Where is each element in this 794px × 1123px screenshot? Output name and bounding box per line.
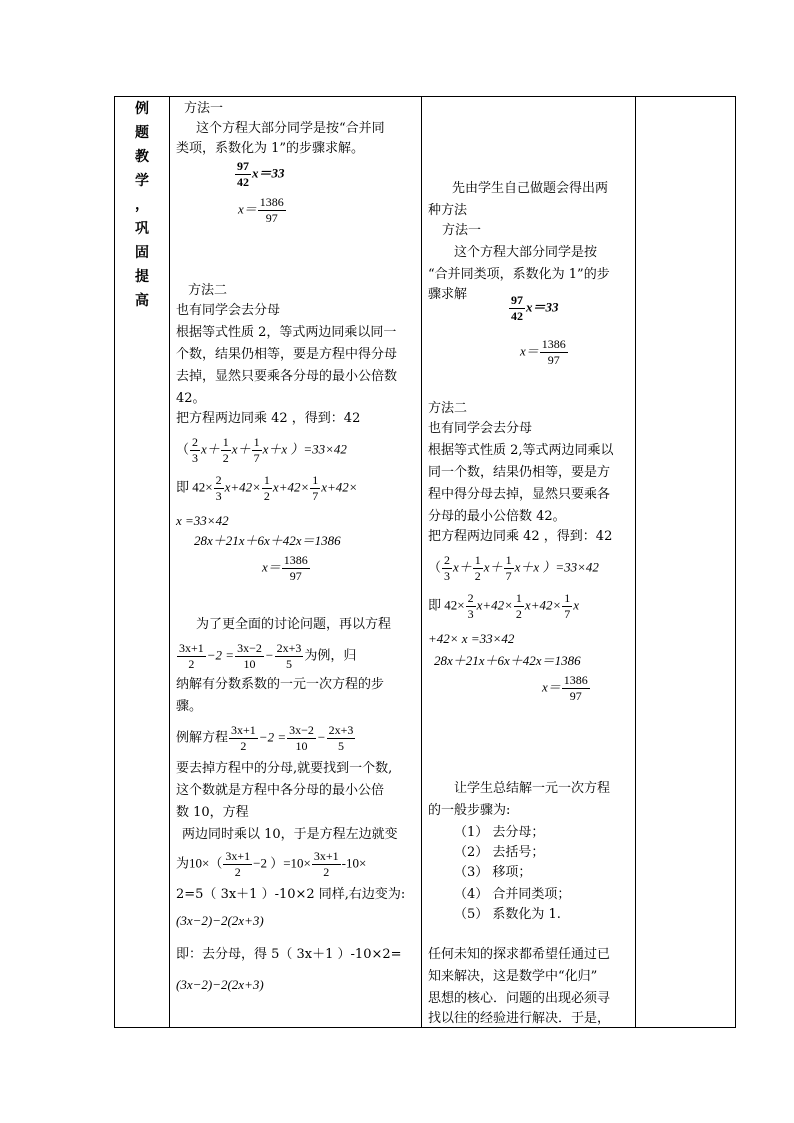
label-char: 巩: [135, 221, 149, 237]
text-line: 数 10，方程: [176, 805, 249, 820]
equation: 为10×（ $\frac{3x+1}{2}$ −2 ）=10× $\frac{3x+1}{2}$ -10×: [176, 849, 367, 879]
text-line: 让学生总结解一元一次方程: [454, 781, 611, 796]
notes-cell: [636, 97, 736, 1028]
label-char: 提: [135, 269, 149, 285]
text-line: 的一般步骤为:: [428, 803, 511, 818]
text-line: 根据等式性质 2，等式两边同乘以同一: [176, 325, 397, 340]
text-line: 即：去分母，得 5（ 3x＋1 ）-10×2=: [176, 947, 402, 962]
equation: 28x＋21x＋6x＋42x＝1386: [194, 533, 341, 548]
equation: +42× x =33×42: [428, 631, 515, 646]
label-char: 学: [135, 173, 149, 189]
step-item: （2） 去括号；: [454, 845, 545, 860]
equation: x＝ $\frac{1386}{97}$: [238, 195, 284, 225]
text-line: 也有同学会去分母: [176, 303, 281, 318]
text-line: 知来解决，这是数学中“化归”: [428, 969, 598, 984]
label-char: 教: [135, 149, 149, 165]
equation: （ $\frac{2}{3}$ x＋ $\frac{1}{2}$ x＋ $\frac{1}{7}$ x＋x ）=33×42: [428, 553, 599, 583]
text-line: 去掉，显然只要乘各分母的最小公倍数: [176, 369, 398, 384]
text-line: 找以往的经验进行解决．于是，: [428, 1011, 611, 1026]
text-line: 两边同时乘以 10，于是方程左边就变: [182, 827, 398, 842]
text-line: 这个数就是方程中各分母的最小公倍: [176, 783, 385, 798]
text-line: 任何未知的探求都希望任通过已: [428, 947, 611, 962]
text-line: 根据等式性质 2,等式两边同乘以: [428, 443, 614, 458]
equation: $\frac{97}{42}$ x＝33: [237, 159, 285, 189]
section-label: [115, 97, 169, 313]
text-line: 先由学生自己做题会得出两: [452, 181, 609, 196]
equation: 例解方程 $\frac{3x+1}{2}$ −2 = $\frac{3x-2}{10}$ − $\frac{2x+3}{5}$: [176, 723, 354, 753]
text-line: 个数，结果仍相等，要是方程中得分母: [176, 347, 398, 362]
text-line: 思想的核心．问题的出现必须寻: [428, 991, 611, 1006]
step-item: （3） 移项；: [454, 865, 532, 880]
equation: 即 42× $\frac{2}{3}$ x+42× $\frac{1}{2}$ x+42× $\frac{1}{7}$ x+42×: [176, 473, 358, 503]
text-line: “合并同类项，系数化为 1”的步: [428, 267, 610, 282]
text-line: 程中得分母去掉，显然只要乘各: [428, 487, 611, 502]
text-line: 2=5（ 3x＋1 ）-10×2 同样,右边变为:: [176, 887, 406, 902]
equation: （ $\frac{2}{3}$ x＋ $\frac{1}{2}$ x＋ $\frac{1}{7}$ x＋x ）=33×42: [176, 435, 347, 465]
label-char: ，: [135, 197, 149, 213]
text-line: 方法二: [428, 401, 468, 416]
text-line: 种方法: [428, 203, 468, 218]
label-char: 题: [135, 125, 149, 141]
text-line: 为了更全面的讨论问题，再以方程: [196, 617, 392, 632]
label-char: 例: [135, 101, 149, 117]
text-line: 这个方程大部分同学是按“合并同: [196, 121, 385, 136]
lesson-table: [114, 96, 736, 1028]
equation: x＝ $\frac{1386}{97}$: [520, 337, 566, 367]
text-line: 要去掉方程中的分母,就要找到一个数,: [176, 761, 393, 776]
text-line: 骤求解: [428, 287, 468, 302]
step-item: （4） 合并同类项；: [454, 887, 571, 902]
equation: $\frac{3x+1}{2}$ −2 = $\frac{3x-2}{10}$ − $\frac{2x+3}{5}$ 为例，归: [179, 641, 357, 671]
method-two-title: 方法二: [188, 283, 228, 298]
text-line: 骤。: [176, 699, 203, 714]
method-one-title: 方法一: [184, 101, 224, 116]
text-line: 把方程两边同乘 42 ，得到：42: [176, 411, 361, 426]
equation: 28x＋21x＋6x＋42x＝1386: [434, 653, 581, 668]
activity-cell: [422, 97, 636, 1028]
text-line: 42。: [176, 391, 206, 406]
step-item: （1） 去分母；: [454, 825, 545, 840]
teaching-content-cell: [170, 97, 422, 1028]
text-line: 同一个数，结果仍相等，要是方: [428, 465, 611, 480]
label-char: 高: [135, 293, 149, 309]
equation: (3x−2)−2(2x+3): [176, 913, 264, 928]
equation: x＝ $\frac{1386}{97}$: [262, 553, 308, 583]
section-label-cell: [115, 97, 170, 1028]
equation: 即 42× $\frac{2}{3}$ x+42× $\frac{1}{2}$ x+42× $\frac{1}{7}$ x: [428, 591, 580, 621]
equation: x＝ $\frac{1386}{97}$: [542, 673, 588, 703]
equation: $\frac{97}{42}$ x＝33: [511, 293, 559, 323]
text-line: 方法一: [442, 223, 482, 238]
text-line: 分母的最小公倍数 42。: [428, 509, 566, 524]
text-line: 也有同学会去分母: [428, 421, 533, 436]
text-line: 这个方程大部分同学是按: [454, 245, 598, 260]
text-line: 把方程两边同乘 42 ，得到：42: [428, 529, 613, 544]
step-item: （5） 系数化为 1.: [454, 907, 561, 922]
equation: (3x−2)−2(2x+3): [176, 977, 264, 992]
text-line: 类项，系数化为 1”的步骤求解。: [176, 141, 365, 156]
text-line: 纳解有分数系数的一元一次方程的步: [176, 677, 385, 692]
equation: x =33×42: [176, 513, 229, 528]
label-char: 固: [135, 245, 149, 261]
